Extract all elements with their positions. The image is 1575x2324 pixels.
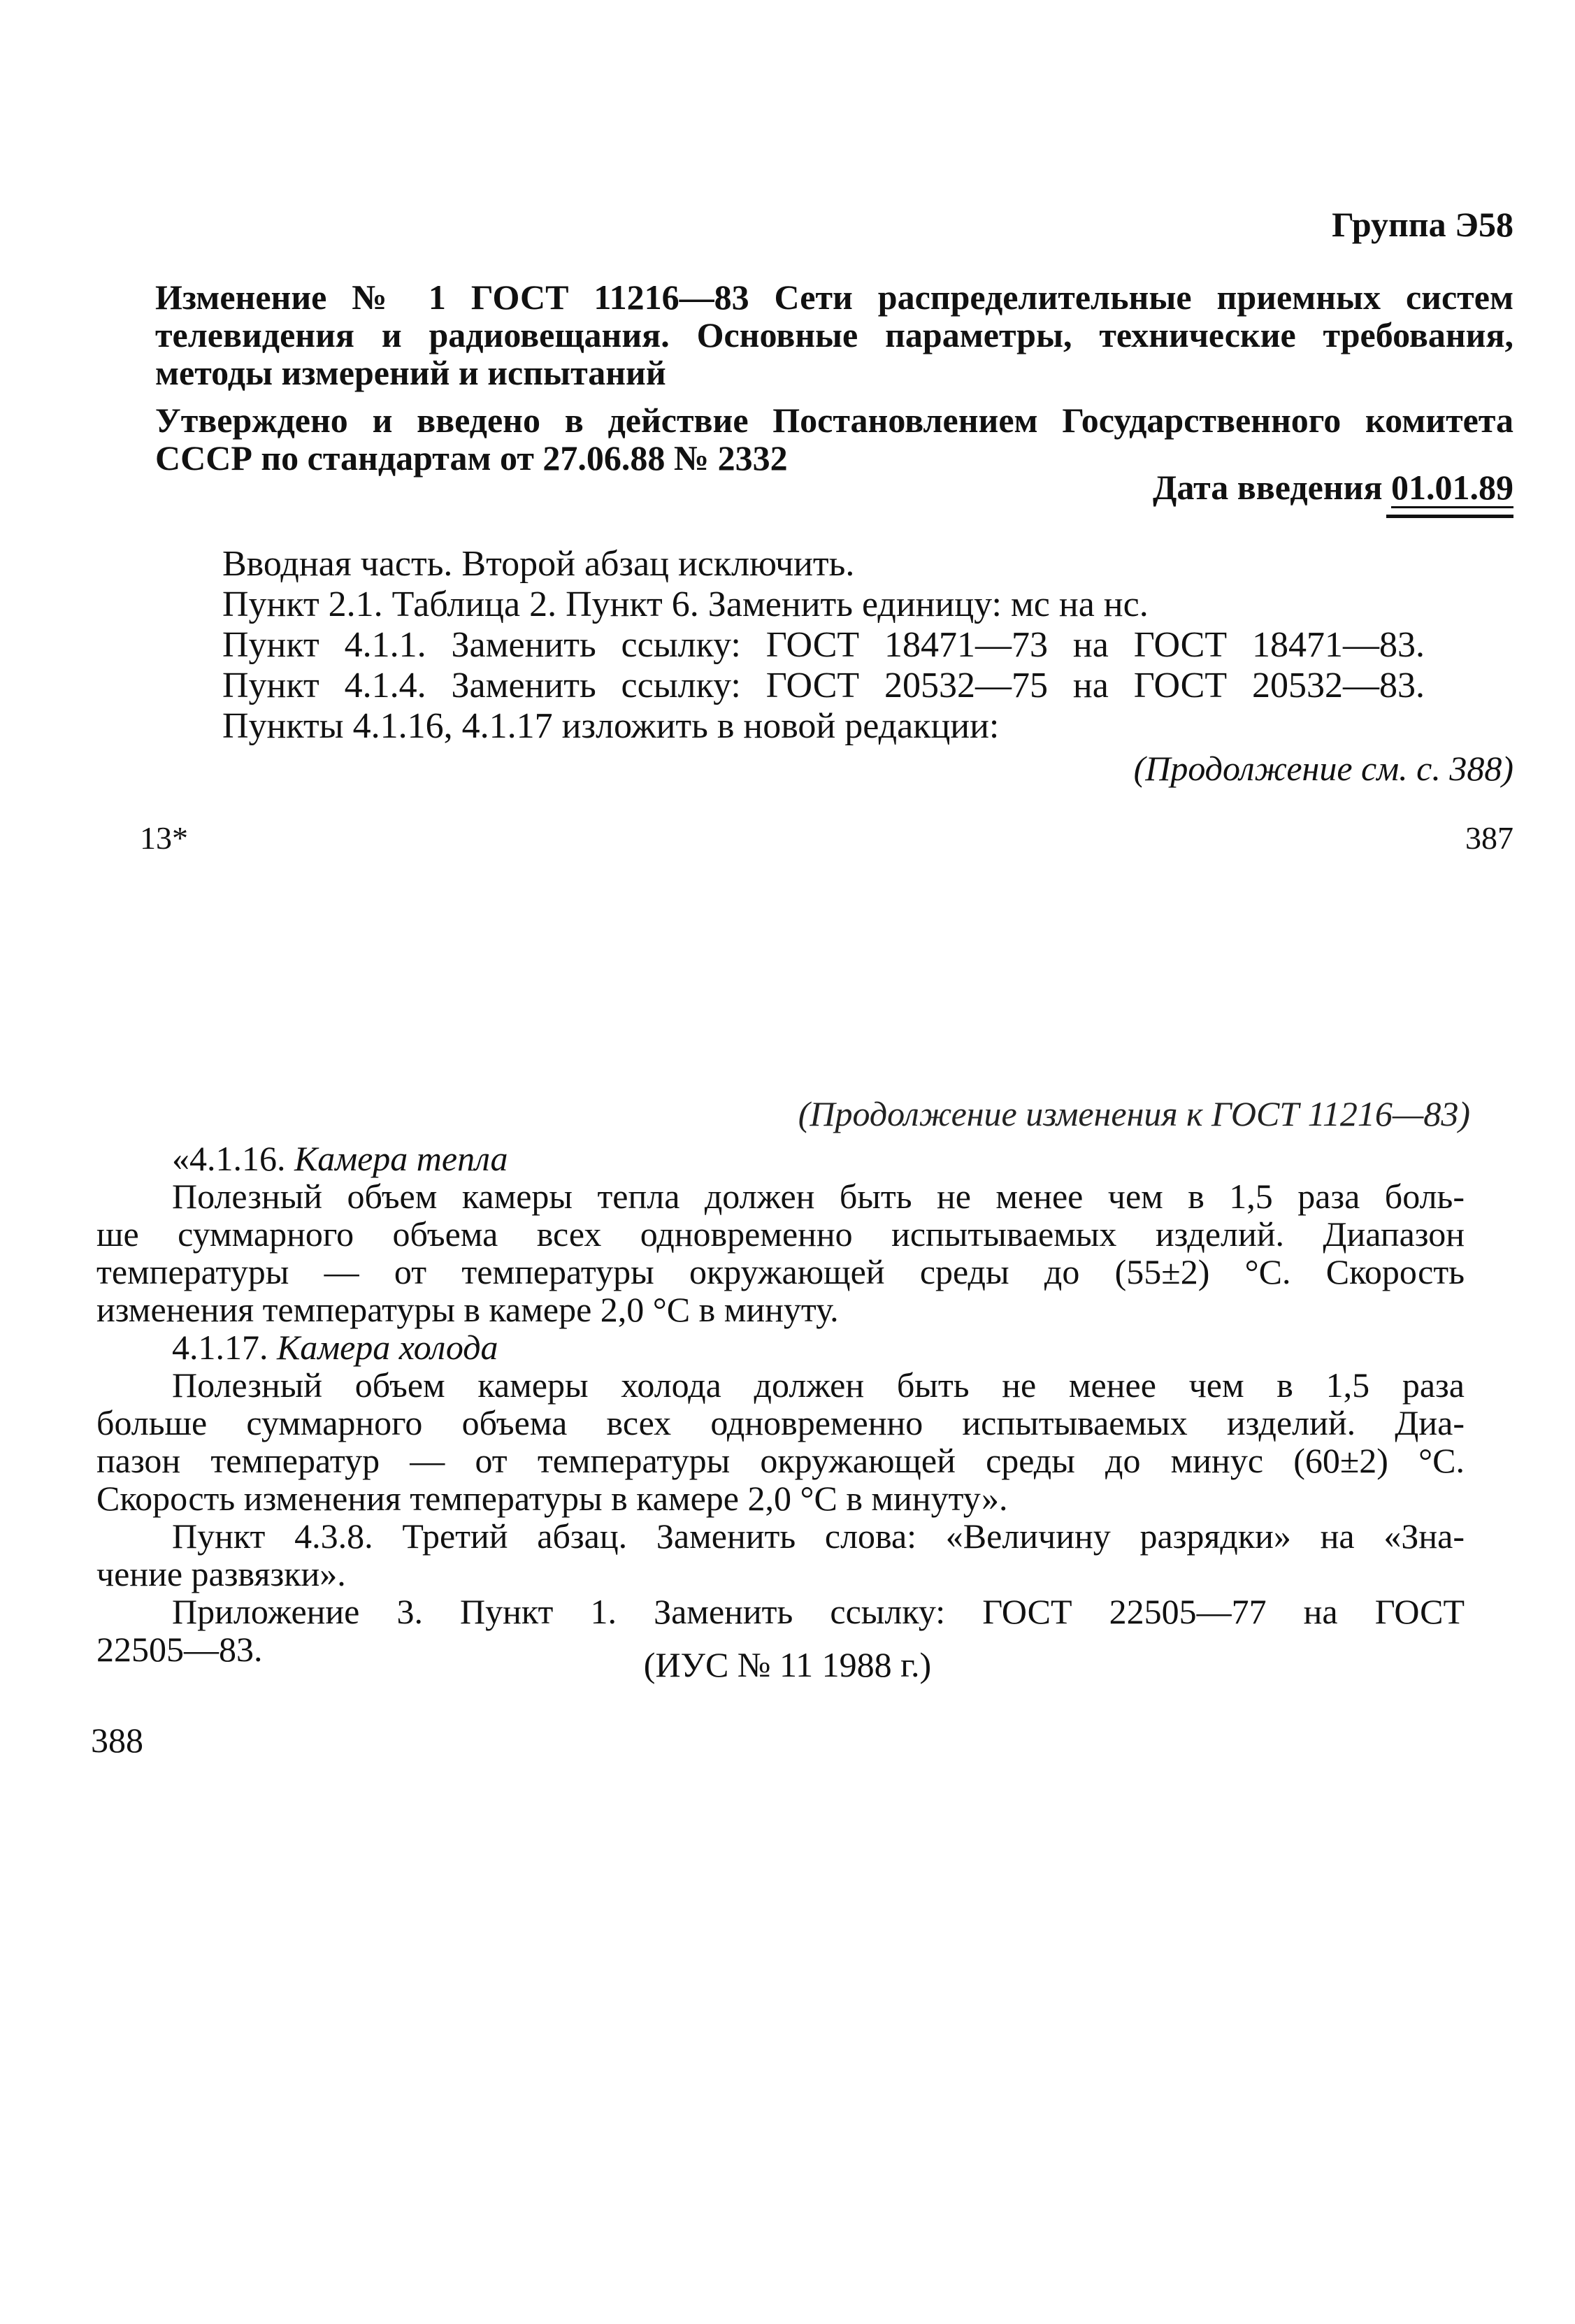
intro-changes — [222, 544, 1425, 747]
text-line: ше суммарного объема всех одновременно испытываемых изделий. Диапазон — [96, 1214, 1465, 1254]
text-line: Приложение 3. Пункт 1. Заменить ссылку: ГОСТ 22505—77 на ГОСТ — [172, 1592, 1465, 1631]
title-line-2: телевидения и радиовещания. Основные параметры, технические требования, — [155, 315, 1513, 354]
item-title: Камера тепла — [294, 1139, 508, 1178]
text-line: пазон температур — от температуры окружающей среды до минус (60±2) °С. — [96, 1441, 1465, 1480]
effective-date-value: 01.01.89 — [1391, 468, 1513, 507]
page-number-388: 388 — [91, 1721, 143, 1760]
item-4-3-8 — [96, 1517, 1465, 1593]
intro-line: Пункт 4.1.4. Заменить ссылку: ГОСТ 20532—75 на ГОСТ 20532—83. — [222, 666, 1425, 705]
continuation-note: (Продолжение см. с. 388) — [1133, 749, 1513, 788]
item-4-1-17-heading — [96, 1328, 1465, 1366]
amendment-body — [96, 1140, 1465, 1668]
text-line: изменения температуры в камере 2,0 °С в минуту. — [96, 1290, 839, 1329]
item-number: «4.1.16. — [172, 1139, 286, 1178]
effective-date-label: Дата введения — [1153, 468, 1383, 507]
continuation-header: (Продолжение изменения к ГОСТ 11216—83) — [798, 1094, 1470, 1133]
approval-line-2: СССР по стандартам от 27.06.88 № 2332 — [155, 438, 788, 478]
intro-line: Пункты 4.1.16, 4.1.17 изложить в новой редакции: — [222, 706, 1000, 746]
text-line: 22505—83. — [96, 1630, 263, 1669]
intro-line: Пункт 4.1.1. Заменить ссылку: ГОСТ 18471—73 на ГОСТ 18471—83. — [222, 625, 1425, 665]
title-line-1: Изменение № 1 ГОСТ 11216—83 Сети распределительные приемных систем — [155, 278, 1513, 317]
text-line: больше суммарного объема всех одновременно испытываемых изделий. Диа- — [96, 1403, 1465, 1442]
intro-line: Пункт 2.1. Таблица 2. Пункт 6. Заменить единицу: мс на нс. — [222, 584, 1149, 624]
amendment-title — [155, 278, 1513, 392]
approval-statement — [155, 401, 1513, 477]
text-line: Полезный объем камеры тепла должен быть не менее чем в 1,5 раза боль- — [172, 1177, 1465, 1216]
approval-line-1: Утверждено и введено в действие Постановлением Государственного комитета — [155, 401, 1513, 440]
effective-date — [1153, 467, 1513, 508]
ius-reference: (ИУС № 11 1988 г.) — [643, 1645, 932, 1684]
item-4-1-16-heading — [96, 1140, 1465, 1177]
intro-line: Вводная часть. Второй абзац исключить. — [222, 544, 855, 584]
item-4-1-17-text — [96, 1366, 1465, 1517]
page-number-387: 387 — [1465, 820, 1513, 856]
text-line: чение развязки». — [96, 1554, 346, 1593]
signature-mark: 13* — [140, 820, 188, 856]
text-line: Полезный объем камеры холода должен быть не менее чем в 1,5 раза — [172, 1365, 1465, 1405]
item-number: 4.1.17. — [172, 1328, 268, 1367]
date-rule — [1386, 515, 1513, 518]
text-line: Пункт 4.3.8. Третий абзац. Заменить слова: «Величину разрядки» на «Зна- — [172, 1516, 1465, 1556]
title-line-3: методы измерений и испытаний — [155, 353, 666, 392]
group-code: Группа Э58 — [1332, 205, 1513, 244]
item-title: Камера холода — [277, 1328, 498, 1367]
item-4-1-16-text — [96, 1177, 1465, 1328]
text-line: Скорость изменения температуры в камере 2,0 °С в минуту». — [96, 1479, 1008, 1518]
text-line: температуры — от температуры окружающей среды до (55±2) °С. Скорость — [96, 1252, 1465, 1291]
